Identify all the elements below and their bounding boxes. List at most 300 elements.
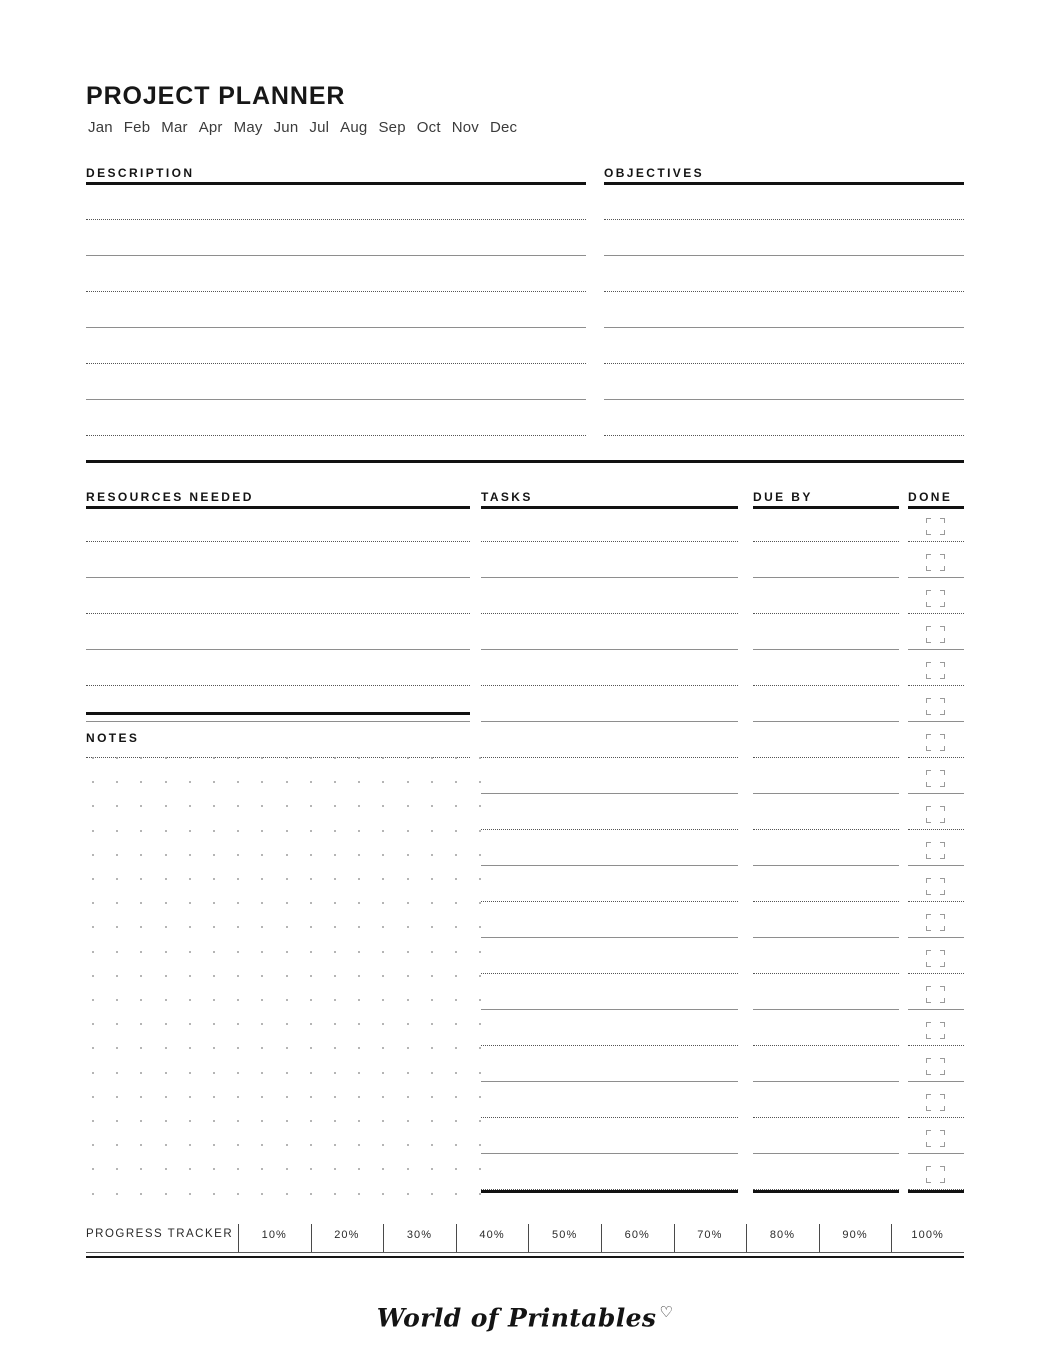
progress-tracker-step[interactable]: 90% [842,1229,868,1241]
progress-tracker-step[interactable]: 10% [261,1229,287,1241]
notes-grid-dot [237,1144,239,1146]
done-checkbox[interactable] [926,986,945,1003]
notes-grid-dot [431,1144,433,1146]
due-by-line-8 [753,793,899,794]
done-checkbox[interactable] [926,698,945,715]
done-checkbox[interactable] [926,590,945,607]
notes-grid-dot [431,781,433,783]
notes-grid-dot [116,1047,118,1049]
objectives-line-2 [604,255,964,256]
notes-grid-dot [189,951,191,953]
month-jan[interactable]: Jan [88,119,113,136]
notes-grid-dot [479,757,481,759]
done-checkbox[interactable] [926,950,945,967]
notes-grid-dot [431,1023,433,1025]
due-by-closing-rule [753,1190,899,1193]
notes-grid-dot [382,902,384,904]
done-checkbox[interactable] [926,554,945,571]
section-heading-description: DESCRIPTION [86,166,195,180]
objectives-line-5 [604,363,964,364]
notes-grid-dot [286,781,288,783]
notes-grid-dot [237,902,239,904]
due-by-heading-rule [753,506,899,509]
progress-tracker-step[interactable]: 20% [334,1229,360,1241]
section-heading-due-by: DUE BY [753,490,813,504]
objectives-line-7 [604,435,964,436]
done-checkbox[interactable] [926,1022,945,1039]
notes-grid-dot [116,1193,118,1195]
notes-grid-dot [213,1047,215,1049]
notes-grid-dot [92,878,94,880]
done-checkbox[interactable] [926,878,945,895]
notes-grid-dot [189,999,191,1001]
notes-grid-dot [310,854,312,856]
notes-grid-dot [382,1096,384,1098]
notes-grid-dot [286,951,288,953]
notes-grid-dot [237,1047,239,1049]
progress-tracker-baseline-thick [86,1256,964,1258]
notes-grid-dot [116,805,118,807]
notes-grid-dot [334,854,336,856]
notes-grid-dot [407,757,409,759]
notes-grid-dot [261,1120,263,1122]
notes-grid-dot [455,781,457,783]
notes-grid-dot [407,1096,409,1098]
notes-grid-dot [237,878,239,880]
notes-grid-dot [431,1047,433,1049]
notes-grid-dot [165,975,167,977]
done-checkbox[interactable] [926,1094,945,1111]
description-heading-rule [86,182,586,185]
notes-grid-dot [92,999,94,1001]
notes-grid-dot [213,830,215,832]
progress-tracker-step[interactable]: 80% [769,1229,796,1241]
done-line-8 [908,793,964,794]
done-checkbox[interactable] [926,1130,945,1147]
month-nov[interactable]: Nov [451,119,479,136]
done-line-18 [908,1153,964,1154]
notes-grid-dot [358,1023,360,1025]
notes-grid-dot [165,1168,167,1170]
notes-grid-dot [310,805,312,807]
notes-grid-dot [334,757,336,759]
notes-grid-dot [189,757,191,759]
notes-grid-dot [116,830,118,832]
notes-grid-dot [479,1047,481,1049]
notes-grid-dot [407,926,409,928]
notes-grid-dot [261,1072,263,1074]
notes-grid-dot [358,781,360,783]
section-heading-resources: RESOURCES NEEDED [86,490,254,504]
resources-line-7 [86,757,470,758]
done-line-12 [908,937,964,938]
notes-grid-dot [358,1047,360,1049]
notes-grid-dot [310,1193,312,1195]
notes-grid-dot [140,1072,142,1074]
notes-grid-dot [165,878,167,880]
notes-grid-dot [334,805,336,807]
notes-grid-dot [431,1120,433,1122]
notes-grid-dot [286,805,288,807]
tasks-line-2 [481,577,738,578]
notes-grid-dot [286,999,288,1001]
done-checkbox[interactable] [926,914,945,931]
notes-grid-dot [116,878,118,880]
due-by-line-18 [753,1153,899,1154]
progress-tracker-step[interactable]: 50% [552,1229,578,1241]
tasks-line-3 [481,613,738,614]
notes-grid-dot [213,781,215,783]
notes-grid-dot [407,951,409,953]
notes-grid-dot [431,757,433,759]
tasks-line-17 [481,1117,738,1118]
due-by-line-1 [753,541,899,542]
notes-grid-dot [237,781,239,783]
notes-grid-dot [431,830,433,832]
notes-grid-dot [286,1144,288,1146]
notes-grid-dot [479,1072,481,1074]
due-by-line-6 [753,721,899,722]
notes-grid-dot [455,1120,457,1122]
notes-grid-dot [165,830,167,832]
notes-grid-dot [116,781,118,783]
notes-grid-dot [382,926,384,928]
notes-grid-dot [286,854,288,856]
done-closing-rule [908,1190,964,1193]
notes-grid-dot [286,1096,288,1098]
notes-grid-dot [237,1120,239,1122]
done-checkbox[interactable] [926,626,945,643]
objectives-line-4 [604,327,964,328]
notes-grid-dot [286,1023,288,1025]
notes-grid-dot [310,1023,312,1025]
due-by-line-13 [753,973,899,974]
notes-grid-dot [479,878,481,880]
notes-grid-dot [92,1096,94,1098]
done-line-2 [908,577,964,578]
notes-grid-dot [189,902,191,904]
description-line-5 [86,363,586,364]
notes-grid-dot [140,1023,142,1025]
notes-grid-dot [237,757,239,759]
description-line-3 [86,291,586,292]
notes-grid-dot [382,1023,384,1025]
notes-grid-dot [261,999,263,1001]
notes-grid-dot [237,805,239,807]
notes-grid-dot [382,1072,384,1074]
notes-grid-dot [165,1120,167,1122]
notes-grid-dot [116,1120,118,1122]
notes-grid-dot [213,1072,215,1074]
notes-grid-dot [286,830,288,832]
notes-grid-dot [382,1168,384,1170]
notes-grid-dot [431,1168,433,1170]
month-jul[interactable]: Jul [309,119,330,136]
notes-grid-dot [358,975,360,977]
done-line-13 [908,973,964,974]
notes-grid-dot [92,805,94,807]
notes-grid-dot [310,757,312,759]
notes-grid-dot [334,1193,336,1195]
brand-name: World of Printables [376,1303,657,1333]
notes-grid-dot [116,1144,118,1146]
notes-grid-dot [431,926,433,928]
notes-grid-dot [455,1144,457,1146]
notes-grid-dot [286,975,288,977]
notes-grid-dot [140,951,142,953]
notes-grid-dot [92,781,94,783]
notes-grid-dot [261,830,263,832]
description-line-4 [86,327,586,328]
notes-grid-dot [286,1072,288,1074]
notes-grid-dot [213,805,215,807]
description-line-1 [86,219,586,220]
month-aug[interactable]: Aug [340,119,368,136]
notes-grid-dot [92,1120,94,1122]
notes-grid-dot [310,878,312,880]
notes-grid-dot [213,926,215,928]
notes-grid-dot [261,1144,263,1146]
done-checkbox[interactable] [926,842,945,859]
tasks-heading-rule [481,506,738,509]
done-checkbox[interactable] [926,734,945,751]
notes-grid-dot [310,830,312,832]
progress-tracker-step[interactable]: 70% [697,1229,723,1241]
notes-grid-dot [407,830,409,832]
notes-grid-dot [140,1120,142,1122]
notes-grid-dot [165,757,167,759]
notes-grid-dot [286,757,288,759]
notes-grid-dot [407,781,409,783]
notes-grid-dot [261,926,263,928]
tasks-line-16 [481,1081,738,1082]
section-heading-objectives: OBJECTIVES [604,166,705,180]
resources-line-4 [86,649,470,650]
notes-grid-dot [261,1168,263,1170]
done-checkbox[interactable] [926,770,945,787]
notes-grid-dot [310,1120,312,1122]
notes-grid-dot [334,1168,336,1170]
notes-grid-dot [165,805,167,807]
notes-grid-dot [479,1144,481,1146]
notes-grid-dot [237,1023,239,1025]
notes-grid-dot [479,805,481,807]
notes-grid-dot [189,854,191,856]
notes-grid-dot [407,999,409,1001]
notes-grid-dot [479,902,481,904]
notes-grid-dot [479,1096,481,1098]
notes-grid-dot [140,1144,142,1146]
notes-grid-dot [479,1168,481,1170]
month-dec[interactable]: Dec [489,119,518,136]
tasks-line-11 [481,901,738,902]
progress-tracker-step[interactable]: 30% [406,1229,433,1241]
notes-grid-dot [92,757,94,759]
notes-grid-dot [382,781,384,783]
notes-grid-dot [213,975,215,977]
notes-grid-dot [286,1193,288,1195]
notes-grid-dot [382,1120,384,1122]
done-heading-rule [908,506,964,509]
notes-grid-dot [286,878,288,880]
notes-grid-dot [92,1144,94,1146]
notes-grid-dot [237,1193,239,1195]
tasks-line-4 [481,649,738,650]
notes-grid-dot [334,902,336,904]
done-line-15 [908,1045,964,1046]
page-title: PROJECT PLANNER [86,82,346,110]
due-by-line-9 [753,829,899,830]
notes-grid-dot [92,926,94,928]
notes-grid-dot [261,951,263,953]
notes-grid-dot [358,1120,360,1122]
notes-grid-dot [479,926,481,928]
notes-grid-dot [334,951,336,953]
done-line-16 [908,1081,964,1082]
tasks-line-8 [481,793,738,794]
notes-grid-dot [140,902,142,904]
notes-grid-dot [431,999,433,1001]
tasks-line-18 [481,1153,738,1154]
notes-grid-dot [479,781,481,783]
notes-grid-dot [358,951,360,953]
notes-grid-dot [189,926,191,928]
notes-grid-dot [334,878,336,880]
notes-grid-dot [407,1168,409,1170]
done-checkbox[interactable] [926,662,945,679]
notes-grid-dot [382,854,384,856]
done-checkbox[interactable] [926,806,945,823]
notes-grid-dot [431,1193,433,1195]
done-line-10 [908,865,964,866]
notes-grid-dot [407,1023,409,1025]
notes-grid-dot [334,781,336,783]
description-line-7 [86,435,586,436]
notes-grid-dot [455,1096,457,1098]
notes-grid-dot [431,805,433,807]
notes-grid-dot [382,999,384,1001]
brand-logo [0,1303,1050,1332]
due-by-line-4 [753,649,899,650]
due-by-line-14 [753,1009,899,1010]
notes-grid-dot [261,1096,263,1098]
notes-grid-dot [407,902,409,904]
notes-grid-dot [116,1168,118,1170]
notes-grid-dot [189,1096,191,1098]
notes-grid-dot [165,999,167,1001]
notes-grid-dot [455,757,457,759]
notes-grid-dot [92,1193,94,1195]
month-selector[interactable] [88,119,517,136]
notes-grid-dot [189,1168,191,1170]
due-by-line-15 [753,1045,899,1046]
notes-grid-dot [455,999,457,1001]
notes-grid-dot [455,902,457,904]
done-checkbox[interactable] [926,1166,945,1183]
section-heading-done: DONE [908,490,953,504]
notes-grid-dot [358,1096,360,1098]
notes-grid-dot [310,781,312,783]
notes-grid-dot [286,902,288,904]
notes-grid-dot [189,805,191,807]
notes-grid-dot [213,999,215,1001]
notes-grid-dot [358,926,360,928]
tasks-line-10 [481,865,738,866]
notes-grid-dot [92,854,94,856]
notes-grid-dot [358,1072,360,1074]
notes-grid-dot [116,975,118,977]
notes-grid-dot [382,878,384,880]
notes-grid-dot [116,1096,118,1098]
month-apr[interactable]: Apr [198,119,223,136]
due-by-line-5 [753,685,899,686]
progress-tracker-step[interactable]: 40% [479,1229,505,1241]
notes-grid-dot [382,830,384,832]
notes-grid-dot [431,854,433,856]
tasks-line-1 [481,541,738,542]
notes-grid-dot [407,1144,409,1146]
notes-grid-dot [310,975,312,977]
notes-grid-dot [334,926,336,928]
month-jun[interactable]: Jun [273,119,299,136]
notes-grid-dot [237,1096,239,1098]
resources-line-2 [86,577,470,578]
notes-grid-dot [116,757,118,759]
notes-grid-dot [189,781,191,783]
notes-grid-dot [261,975,263,977]
notes-grid-dot [455,1023,457,1025]
notes-grid-dot [382,951,384,953]
done-line-9 [908,829,964,830]
due-by-line-16 [753,1081,899,1082]
notes-grid-dot [213,1168,215,1170]
description-line-6 [86,399,586,400]
notes-grid-dot [455,830,457,832]
notes-grid-dot [261,902,263,904]
month-feb[interactable]: Feb [123,119,151,136]
notes-grid-dot [358,830,360,832]
done-checkbox[interactable] [926,518,945,535]
notes-grid-dot [286,1168,288,1170]
notes-grid-dot [165,1072,167,1074]
notes-grid-dot [261,1047,263,1049]
notes-grid-dot [237,975,239,977]
done-line-6 [908,721,964,722]
notes-grid-dot [237,830,239,832]
progress-tracker-step[interactable]: 100% [911,1229,944,1241]
notes-grid-dot [455,854,457,856]
progress-tracker-step[interactable]: 60% [624,1229,650,1241]
month-may[interactable]: May [233,119,263,136]
notes-grid-dot [407,878,409,880]
notes-grid-dot [92,1023,94,1025]
month-mar[interactable]: Mar [161,119,188,136]
notes-grid-dot [310,951,312,953]
notes-grid-dot [310,1047,312,1049]
notes-grid-dot [213,854,215,856]
resources-line-5 [86,685,470,686]
notes-grid-dot [382,805,384,807]
section-heading-tasks: TASKS [481,490,533,504]
notes-grid-dot [334,999,336,1001]
description-line-2 [86,255,586,256]
notes-grid-dot [189,1193,191,1195]
notes-grid-dot [358,1193,360,1195]
month-sep[interactable]: Sep [378,119,406,136]
done-checkbox[interactable] [926,1058,945,1075]
month-oct[interactable]: Oct [416,119,441,136]
notes-grid-dot [310,999,312,1001]
